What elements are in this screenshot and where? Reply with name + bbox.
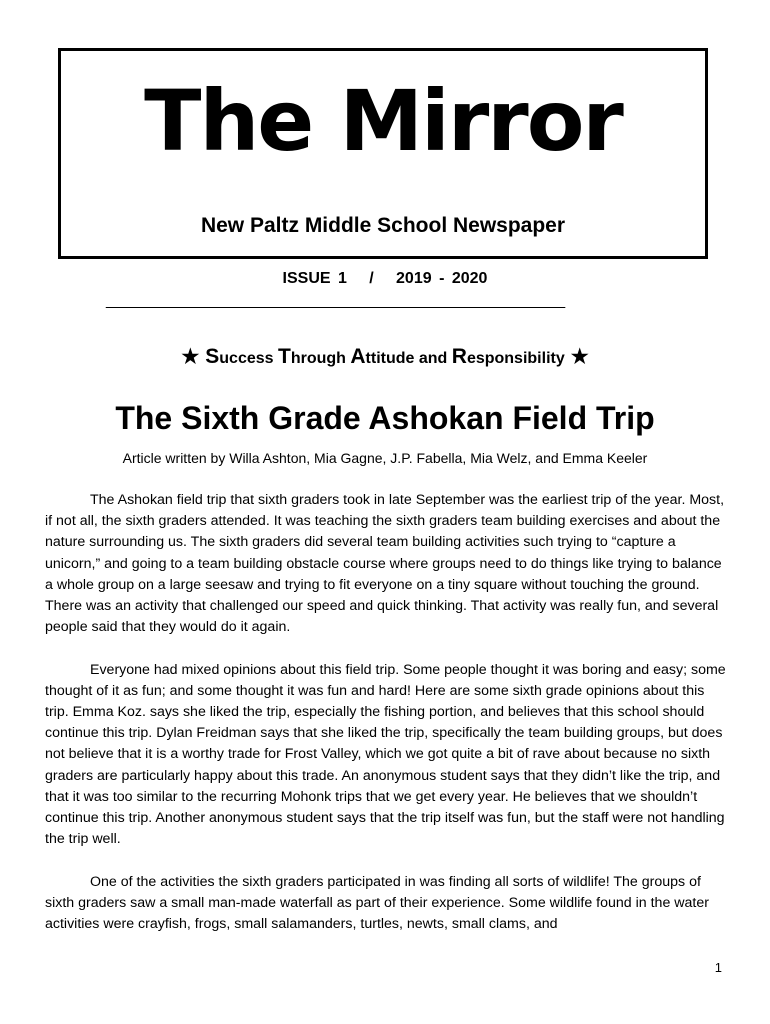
school-motto xyxy=(0,344,770,369)
divider-line: __________________________________________________________ xyxy=(106,292,565,309)
star-icon: ★ xyxy=(570,346,589,368)
newspaper-subtitle: New Paltz Middle School Newspaper xyxy=(200,214,566,237)
article-paragraph: Everyone had mixed opinions about this field trip. Some people thought it was boring and easy; some thought of it as fun; and some thought it was fun and hard! Here are some sixth grade opinions about this trip. Emma Koz. says she liked the trip, especially the fishing portion, and believes that this school should continue this trip. Dylan Freidman says that she liked the trip, specifically the team building groups, but does not believe that it is a worthy trade for Frost Valley, which we got quite a bit of rave about because no sixth graders are particularly happy about this trade. An anonymous student says that they didn’t like the trip, and that it was too similar to the recurring Mohonk trips that we get every year. He believes that we shouldn’t continue this trip. Another anonymous student says that the trip itself was fun, but the staff were not handling the trip well. xyxy=(45,661,726,848)
article-byline: Article written by Willa Ashton, Mia Gagne, J.P. Fabella, Mia Welz, and Emma Keeler xyxy=(122,450,648,466)
article-body xyxy=(45,490,730,956)
motto-initial: T xyxy=(278,345,291,368)
article-headline: The Sixth Grade Ashokan Field Trip xyxy=(115,400,655,436)
motto-word-rest: uccess xyxy=(219,350,274,367)
star-icon: ★ xyxy=(181,346,200,368)
page-number: 1 xyxy=(714,960,722,975)
article-paragraph: The Ashokan field trip that sixth graders took in late September was the earliest trip of the year. Most, if not all, the sixth graders attended. It was teaching the sixth graders team building exercises and about the nature surrounding us. The sixth graders did several team building activities such trying to “capture a unicorn,” and going to a team building obstacle course where groups need to do things like trying to balance a whole group on a large seesaw and trying to fit everyone on a tiny square without touching the ground. There was an activity that challenged our speed and quick thinking. That activity was really fun, and several people said that they would do it again. xyxy=(45,492,725,636)
issue-line: ISSUE 1 / 2019 - 2020 xyxy=(282,270,488,287)
article-paragraph: One of the activities the sixth graders participated in was finding all sorts of wildlife! The groups of sixth graders saw a small man-made waterfall as part of their experience. Some wildlife found in the water activities were crayfish, frogs, small salamanders, turtles, newts, small clams, and xyxy=(45,873,709,933)
motto-word-rest: ttitude and xyxy=(365,350,448,367)
motto-word-rest: esponsibility xyxy=(466,350,565,367)
motto-initial: A xyxy=(350,345,366,368)
motto-initial: S xyxy=(205,345,220,368)
motto-initial: R xyxy=(451,345,467,368)
newspaper-title: The Mirror xyxy=(144,72,622,170)
motto-word-rest: hrough xyxy=(290,350,346,367)
masthead xyxy=(58,48,708,259)
